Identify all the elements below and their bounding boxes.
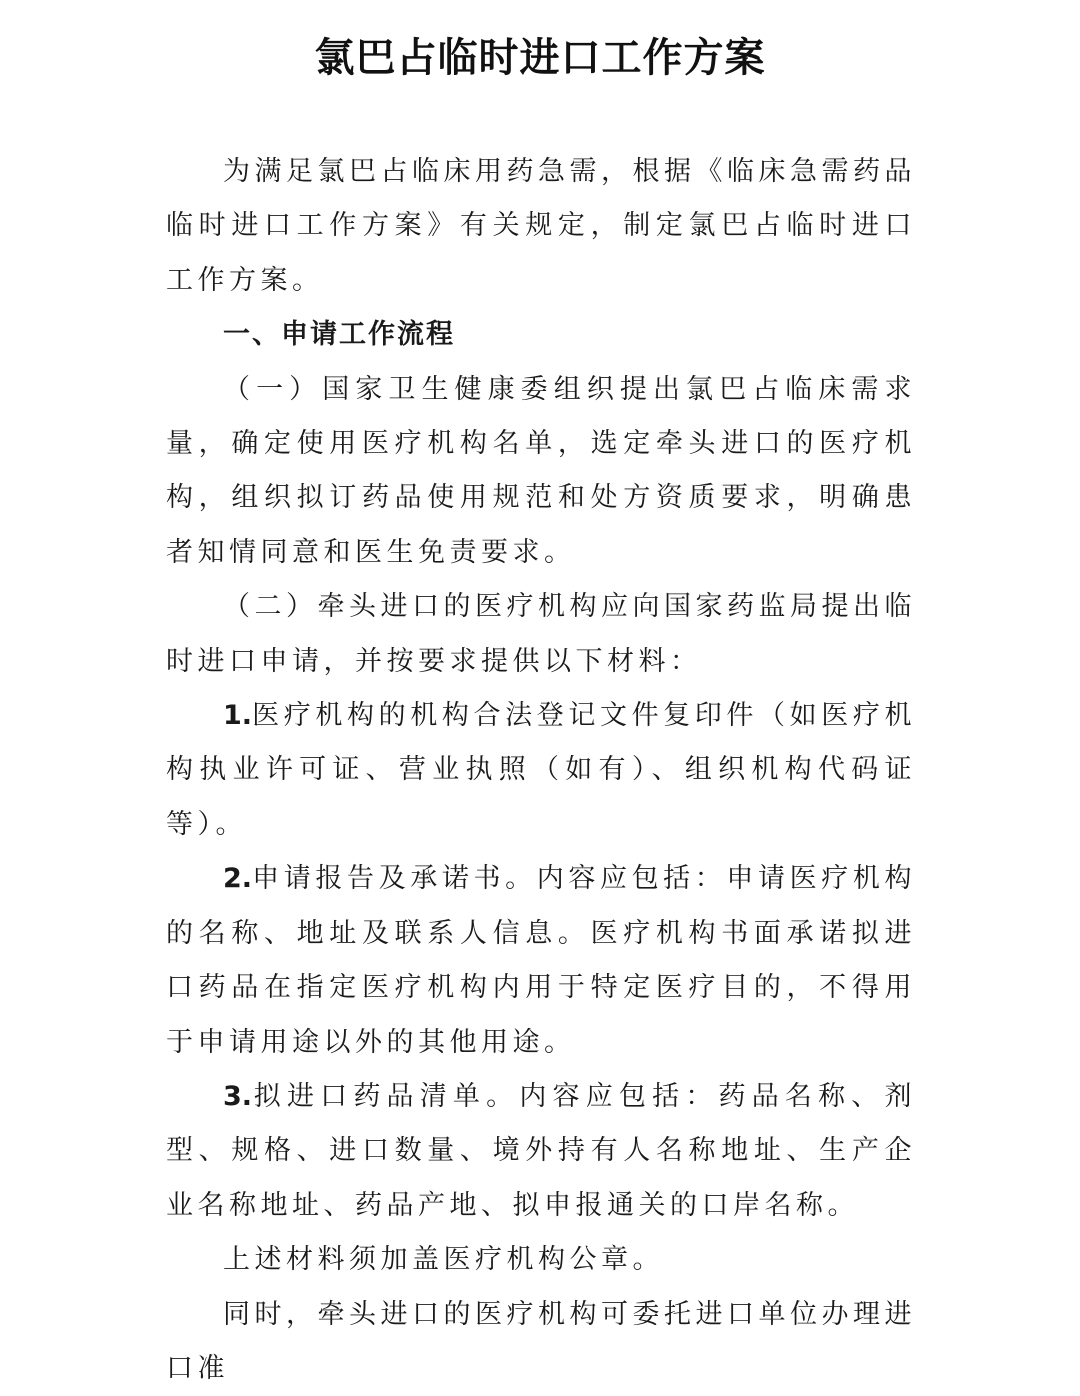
- paragraph-item-1: （一）国家卫生健康委组织提出氯巴占临床需求量，确定使用医疗机构名单，选定牵头进口的医疗机构，组织拟订药品使用规范和处方资质要求，明确患者知情同意和医生免责要求。: [166, 373, 916, 568]
- seal-note-paragraph: 上述材料须加盖医疗机构公章。: [223, 1244, 664, 1276]
- document-body: [166, 145, 916, 1396]
- material-text: 医疗机构的机构合法登记文件复印件（如医疗机构执业许可证、营业执照（如有）、组织机构代码证等）。: [166, 700, 916, 840]
- material-number: 2.: [223, 863, 253, 895]
- material-number: 1.: [223, 700, 253, 732]
- material-text: 拟进口药品清单。内容应包括：药品名称、剂型、规格、进口数量、境外持有人名称地址、生产企业名称地址、药品产地、拟申报通关的口岸名称。: [166, 1080, 916, 1221]
- material-item-3: [166, 1070, 916, 1233]
- material-item-1: [166, 689, 916, 852]
- paragraph-item-2: （二）牵头进口的医疗机构应向国家药监局提出临时进口申请，并按要求提供以下材料：: [166, 591, 916, 677]
- material-number: 3.: [223, 1080, 253, 1112]
- document-title: 氯巴占临时进口工作方案: [314, 35, 766, 81]
- last-paragraph: 同时，牵头进口的医疗机构可委托进口单位办理进口准: [166, 1298, 916, 1384]
- material-item-2: [166, 852, 916, 1070]
- material-text: 申请报告及承诺书。内容应包括：申请医疗机构的名称、地址及联系人信息。医疗机构书面承诺拟进口药品在指定医疗机构内用于特定医疗目的，不得用于申请用途以外的其他用途。: [166, 863, 916, 1058]
- section-heading: 一、申请工作流程: [223, 319, 455, 351]
- intro-paragraph: 为满足氯巴占临床用药急需，根据《临床急需药品临时进口工作方案》有关规定，制定氯巴占临时进口工作方案。: [166, 156, 916, 296]
